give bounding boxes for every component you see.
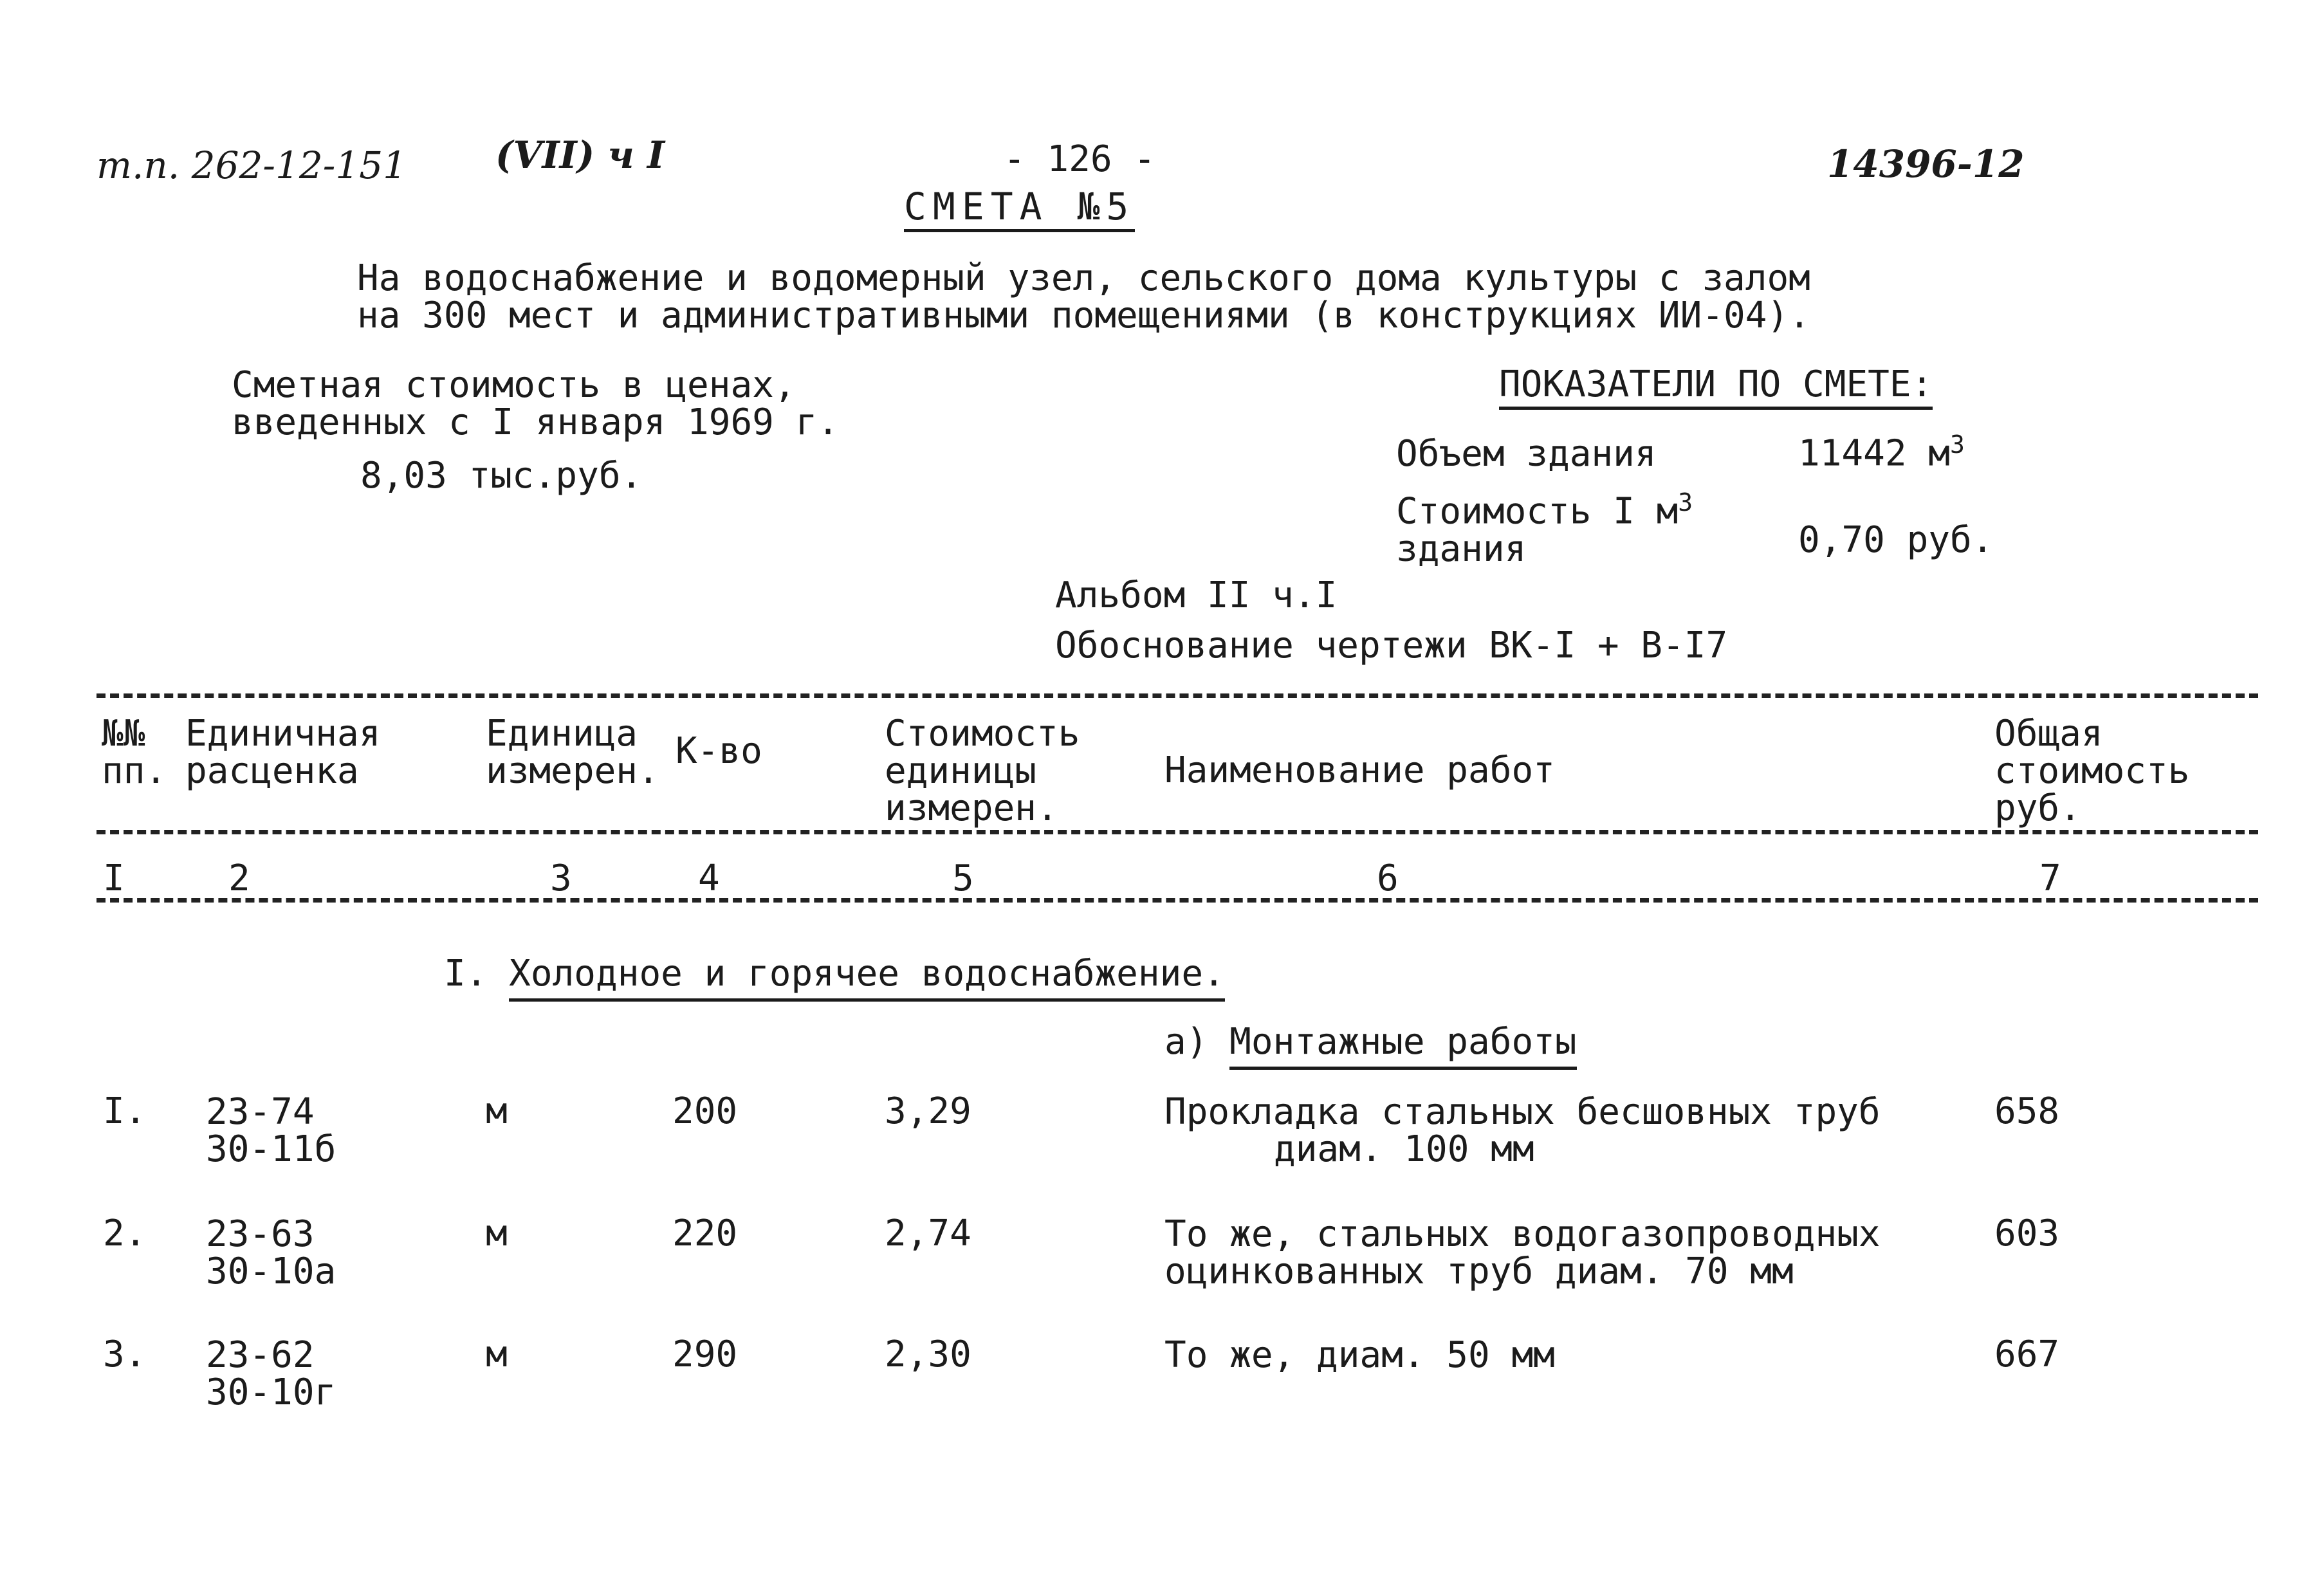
table-header-rule — [97, 830, 2258, 834]
rate-line: 30-11б — [206, 1128, 336, 1170]
estimated-cost — [232, 364, 840, 443]
column-number: 4 — [698, 858, 720, 899]
row-total: 667 — [1994, 1334, 2060, 1375]
subsection-title: Монтажные работы — [1229, 1021, 1576, 1070]
rate-line: 23-63 — [206, 1213, 315, 1255]
estimate-title: СМЕТА №5 — [904, 188, 1135, 232]
page-number: - 126 - — [1004, 138, 1156, 180]
row-number: 2. — [103, 1213, 147, 1254]
header-line: стоимость — [1994, 750, 2190, 792]
indicators-heading: ПОКАЗАТЕЛИ ПО СМЕТЕ: — [1499, 367, 1933, 410]
column-number: 5 — [952, 858, 974, 899]
header-line: Стоимость — [885, 713, 1080, 755]
section-prefix: I. — [444, 953, 510, 995]
row-number: I. — [103, 1090, 147, 1132]
row-unit: м — [486, 1213, 508, 1254]
header-line: Единичная — [185, 713, 381, 755]
unit-cost-label-line: здания — [1396, 527, 1527, 570]
unit-cost-label-superscript: 3 — [1678, 488, 1693, 517]
cost-line: Сметная стоимость в ценах, — [232, 364, 796, 406]
header-col-unit-cost — [885, 715, 1080, 827]
header-col-rate — [185, 715, 380, 790]
subsection-heading — [1164, 1021, 1577, 1063]
estimate-subtitle — [357, 257, 1810, 336]
estimated-cost-value: 8,03 тыс.руб. — [360, 455, 643, 497]
row-rate — [206, 1091, 336, 1170]
work-name-line: Прокладка стальных бесшовных труб — [1164, 1091, 1881, 1133]
header-col-number — [102, 715, 167, 790]
column-number: 3 — [550, 858, 572, 899]
header-line: руб. — [1994, 787, 2081, 829]
volume-value-text: 11442 м — [1798, 432, 1951, 475]
row-rate — [206, 1213, 336, 1292]
row-unit-price: 2,30 — [885, 1334, 971, 1375]
subtitle-line: На водоснабжение и водомерный узел, сельского дома культуры с залом — [357, 257, 1810, 299]
inventory-number: 14396-12 — [1827, 142, 2025, 186]
column-number: I — [103, 858, 125, 899]
header-col-quantity: К-во — [676, 730, 762, 772]
rate-line: 23-62 — [206, 1334, 315, 1376]
building-volume-value — [1798, 430, 1965, 475]
rate-line: 23-74 — [206, 1091, 315, 1133]
header-col-unit — [486, 715, 659, 790]
drawing-basis: Обоснование чертежи ВК-I + В-I7 — [1055, 625, 1728, 666]
table-numbers-rule — [97, 898, 2258, 903]
header-line: расценка — [185, 750, 359, 792]
row-number: 3. — [103, 1334, 147, 1375]
header-line: единицы — [885, 750, 1037, 792]
table-top-rule — [97, 693, 2258, 698]
column-number: 2 — [228, 858, 250, 899]
header-line: измерен. — [486, 750, 659, 792]
row-quantity: 290 — [672, 1334, 738, 1375]
row-unit: м — [486, 1334, 508, 1375]
unit-cost-label — [1396, 484, 1693, 568]
header-line: Единица — [486, 713, 638, 755]
row-rate — [206, 1334, 336, 1413]
row-work-name — [1164, 1334, 1555, 1376]
work-name-line: оцинкованных труб диам. 70 мм — [1164, 1251, 1794, 1292]
row-quantity: 200 — [672, 1090, 738, 1132]
work-name-line: диам. 100 мм — [1274, 1128, 1534, 1170]
row-work-name — [1164, 1091, 1881, 1170]
unit-cost-label-line — [1396, 484, 1693, 531]
header-line: Общая — [1994, 713, 2103, 755]
section-heading — [444, 953, 1225, 995]
row-quantity: 220 — [672, 1213, 738, 1254]
row-total: 658 — [1994, 1090, 2060, 1132]
volume-mark: (VII) ч I — [495, 133, 665, 177]
cost-line: введенных с I января 1969 г. — [232, 401, 840, 443]
header-line: измерен. — [885, 787, 1058, 829]
building-volume-label: Объем здания — [1396, 433, 1657, 475]
row-work-name — [1164, 1213, 1881, 1292]
header-col-work-name: Наименование работ — [1164, 749, 1555, 791]
header-line: №№ — [102, 713, 145, 755]
unit-cost-value: 0,70 руб. — [1798, 519, 1994, 561]
rate-line: 30-10г — [206, 1371, 336, 1413]
rate-line: 30-10а — [206, 1251, 336, 1292]
section-title: Холодное и горячее водоснабжение. — [509, 953, 1225, 1002]
album-reference: Альбом II ч.I — [1055, 574, 1338, 616]
row-unit: м — [486, 1090, 508, 1132]
column-number: 7 — [2039, 858, 2061, 899]
row-unit-price: 3,29 — [885, 1090, 971, 1132]
header-line: пп. — [102, 750, 167, 792]
row-unit-price: 2,74 — [885, 1213, 971, 1254]
subtitle-line: на 300 мест и административными помещениями (в конструкциях ИИ-04). — [357, 295, 1810, 336]
volume-unit-superscript: 3 — [1950, 430, 1965, 459]
header-col-total-cost — [1994, 715, 2189, 827]
unit-cost-label-text: Стоимость I м — [1396, 490, 1679, 533]
column-number: 6 — [1377, 858, 1399, 899]
subsection-prefix: а) — [1164, 1021, 1230, 1063]
work-name-line: То же, стальных водогазопроводных — [1164, 1213, 1881, 1255]
document-code: т.п. 262-12-151 — [97, 143, 407, 187]
row-total: 603 — [1994, 1213, 2060, 1254]
work-name-line: То же, диам. 50 мм — [1164, 1334, 1555, 1376]
